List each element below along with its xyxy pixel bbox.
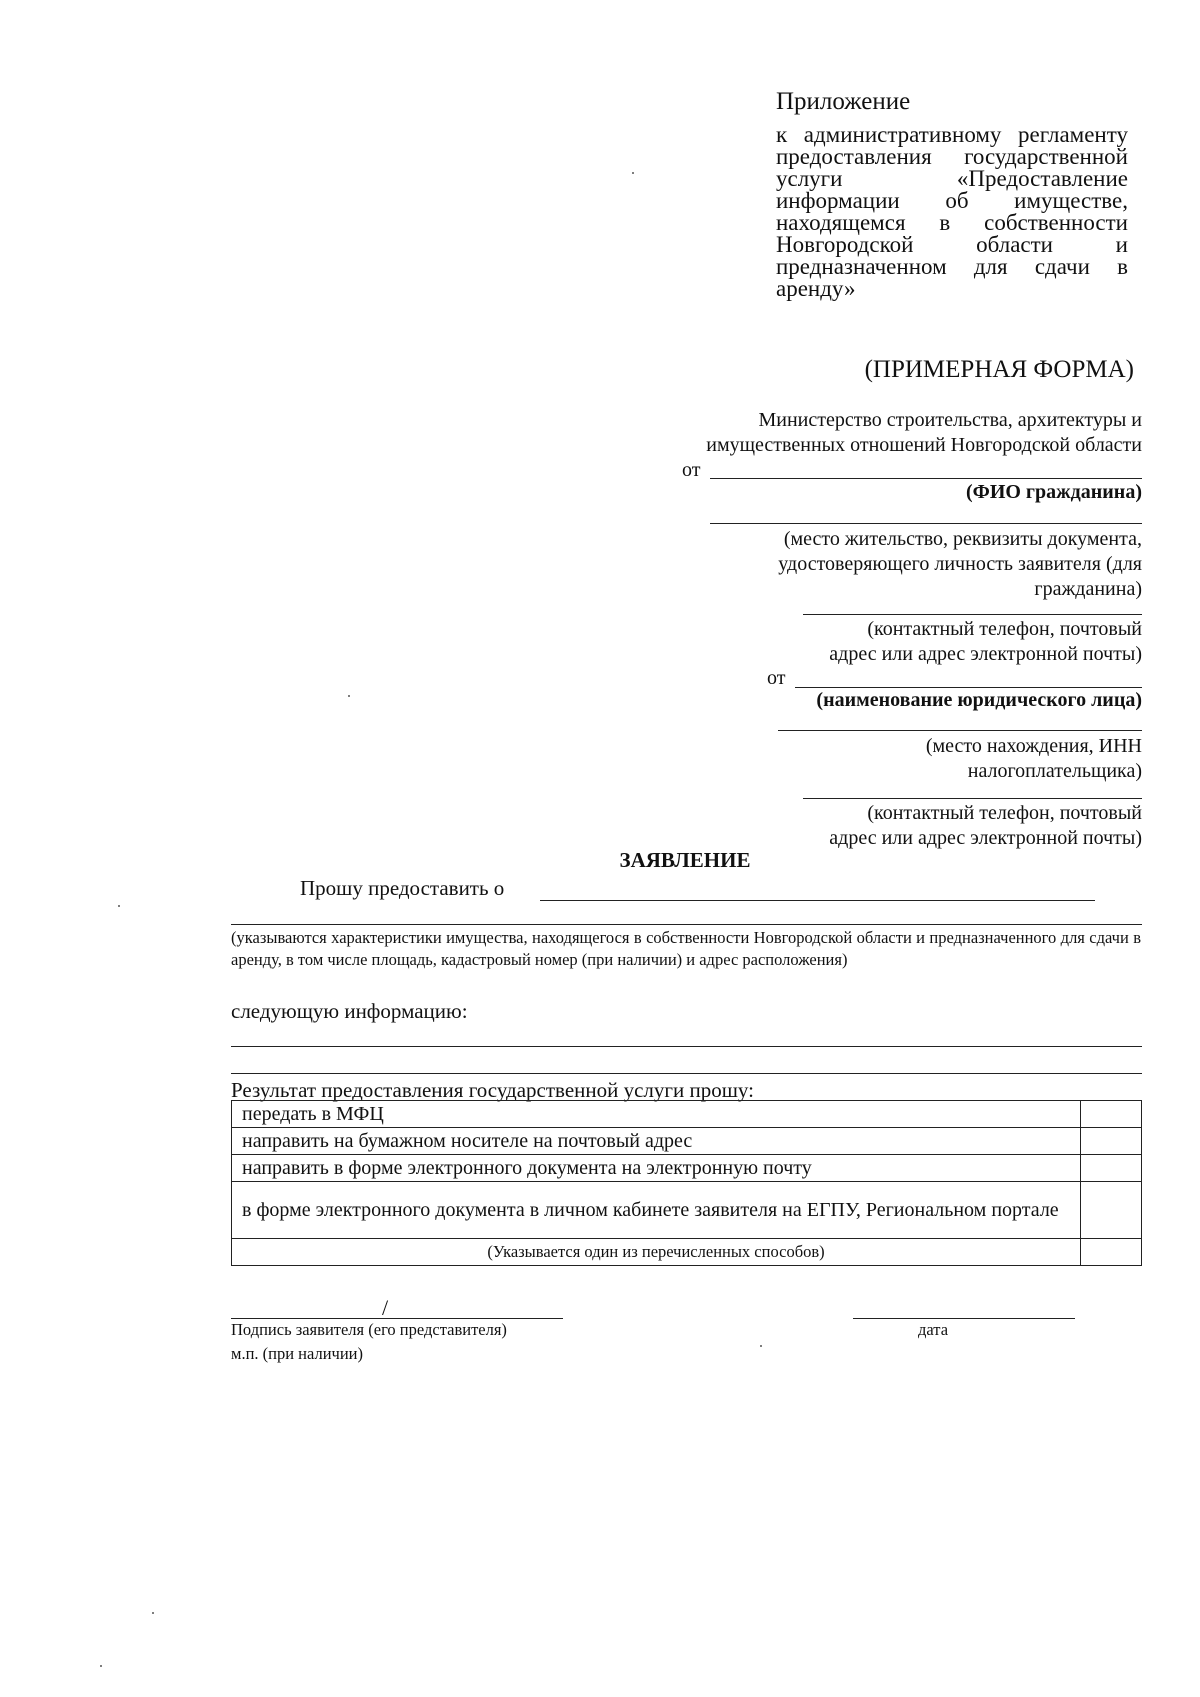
date-field[interactable] [853, 1318, 1075, 1319]
form-type-label: (ПРИМЕРНАЯ ФОРМА) [864, 356, 1134, 383]
scan-speck [100, 1665, 102, 1667]
result-option-checkbox-portal[interactable] [1081, 1182, 1142, 1239]
citizen-residence-caption-1: (место жительство, реквизиты документа, [783, 528, 1142, 550]
citizen-residence-caption-3: гражданина) [1034, 578, 1142, 600]
scan-speck [348, 695, 350, 697]
org-contact-caption-2: адрес или адрес электронной почты) [829, 827, 1142, 849]
request-label: Прошу предоставить о [300, 876, 505, 900]
result-options-table [231, 1100, 1142, 1266]
org-name-caption: (наименование юридического лица) [816, 689, 1142, 711]
request-subject-field[interactable] [540, 900, 1095, 901]
ministry-line-2: имущественных отношений Новгородской области [706, 434, 1142, 456]
signature-field[interactable] [231, 1318, 563, 1319]
result-option-checkbox-paper[interactable] [1081, 1128, 1142, 1155]
org-location-caption-2: налогоплательщика) [967, 760, 1142, 782]
info-field-line-1[interactable] [231, 1046, 1142, 1047]
org-contact-field[interactable] [803, 798, 1142, 799]
result-option-label: направить на бумажном носителе на почтовый адрес [232, 1128, 1081, 1155]
from-label-citizen: от [682, 459, 701, 481]
result-options-note-row [232, 1239, 1142, 1266]
result-options-note-box [1081, 1239, 1142, 1266]
citizen-residence-caption-2: удостоверяющего личность заявителя (для [778, 553, 1142, 575]
property-hint: (указываются характеристики имущества, находящегося в собственности Новгородской области и предназначенного для сдачи в аренду, в том числе площадь, кадастровый номер (при наличии) и адрес расположения) [231, 928, 1141, 969]
citizen-name-field[interactable] [710, 478, 1142, 479]
result-option-checkbox-email[interactable] [1081, 1155, 1142, 1182]
date-label: дата [918, 1320, 949, 1339]
org-location-caption-1: (место нахождения, ИНН [925, 735, 1142, 757]
org-contact-caption-1: (контактный телефон, почтовый [867, 802, 1142, 824]
result-option-row [232, 1101, 1142, 1128]
citizen-contact-caption-2: адрес или адрес электронной почты) [829, 643, 1142, 665]
citizen-name-caption: (ФИО гражданина) [965, 481, 1142, 503]
result-option-row [232, 1128, 1142, 1155]
result-label: Результат предоставления государственной услуги прошу: [231, 1078, 754, 1102]
signature-label: Подпись заявителя (его представителя) [231, 1320, 507, 1339]
result-option-row [232, 1182, 1142, 1239]
result-option-checkbox-mfc[interactable] [1081, 1101, 1142, 1128]
result-option-row [232, 1155, 1142, 1182]
ministry-line-1: Министерство строительства, архитектуры и [758, 409, 1142, 431]
scan-speck [118, 905, 120, 907]
statement-title: ЗАЯВЛЕНИЕ [619, 848, 751, 872]
scan-speck [632, 172, 634, 174]
info-field-line-2[interactable] [231, 1073, 1142, 1074]
result-option-label: в форме электронного документа в личном кабинете заявителя на ЕГПУ, Региональном портале [232, 1182, 1081, 1239]
scan-speck [152, 1612, 154, 1614]
from-label-org: от [767, 667, 786, 689]
scan-speck [760, 1345, 762, 1347]
result-option-label: передать в МФЦ [232, 1101, 1081, 1128]
result-option-label: направить в форме электронного документа на электронную почту [232, 1155, 1081, 1182]
org-location-field[interactable] [778, 730, 1142, 731]
signature-slash: / [382, 1295, 389, 1320]
appendix-text: к административному регламенту предоставления государственной услуги «Предоставление информации об имуществе, находящемся в собственности Новгородской области и предназначенном для сдачи в аренду» [776, 122, 1128, 301]
citizen-residence-field[interactable] [710, 523, 1142, 524]
request-subject-field-2[interactable] [231, 924, 1142, 925]
citizen-contact-field[interactable] [803, 614, 1142, 615]
seal-label: м.п. (при наличии) [231, 1344, 363, 1363]
info-label: следующую информацию: [231, 999, 468, 1023]
result-options-note: (Указывается один из перечисленных способов) [232, 1239, 1081, 1266]
appendix-title: Приложение [776, 88, 911, 115]
citizen-contact-caption-1: (контактный телефон, почтовый [867, 618, 1142, 640]
